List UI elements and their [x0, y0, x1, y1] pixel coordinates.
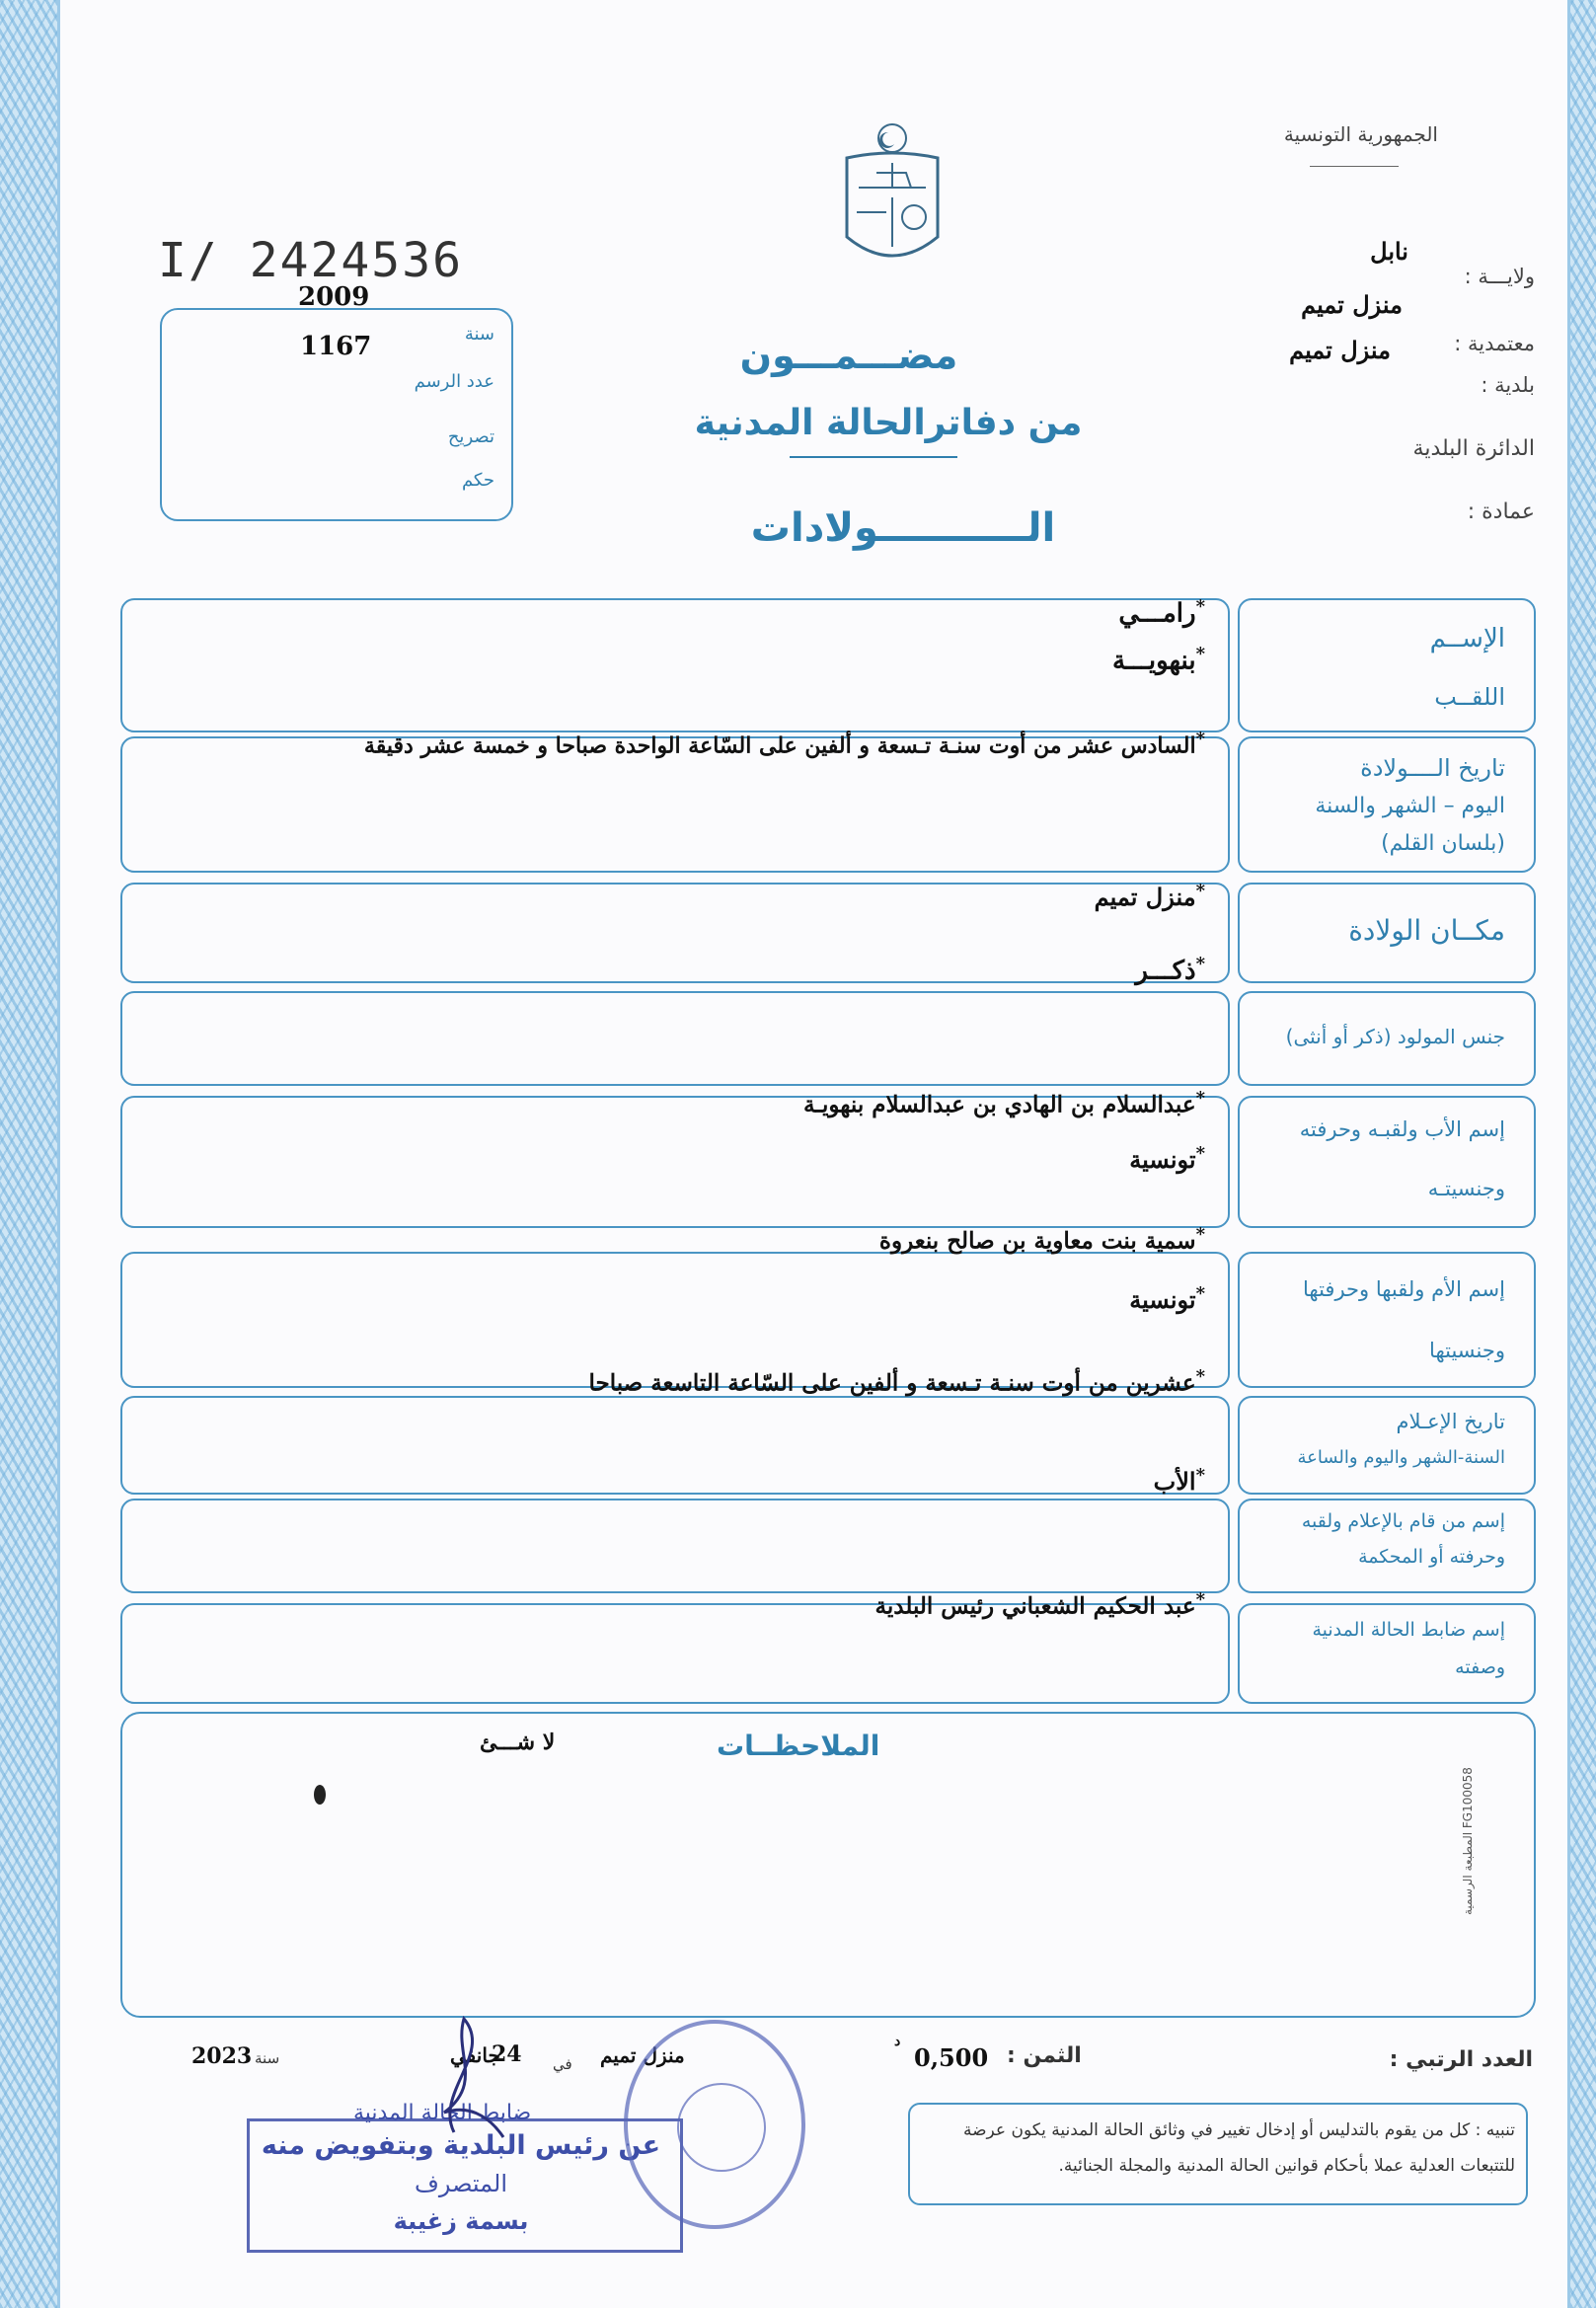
name-value-box: [120, 598, 1230, 732]
issue-day: 24: [492, 2041, 522, 2067]
declaration-date-label-1: تاريخ الإعـلام: [1396, 1410, 1505, 1433]
name-label: الإســم: [1429, 624, 1505, 654]
registry-judgment-label: حكم: [461, 470, 494, 491]
registry-year-value: 2009: [298, 282, 370, 312]
section-title: الـــــــــــولادات: [750, 505, 1056, 551]
remarks-label: الملاحظــات: [717, 1730, 880, 1762]
subtitle-underline: [790, 456, 957, 458]
sex-value: *ذكـــر: [1135, 954, 1205, 986]
document-title: مضـــمـــون: [739, 334, 958, 377]
registry-year-label: سنة: [464, 324, 494, 345]
price-value: 0,500: [914, 2043, 989, 2072]
name-label-box: [1238, 598, 1536, 732]
registry-declaration-label: تصريح: [447, 426, 494, 447]
delegation-value: منزل تميم: [1301, 290, 1403, 319]
father-label-2: وجنسيتـه: [1427, 1177, 1505, 1200]
first-name-value: *رامـــي: [1118, 596, 1205, 629]
birth-date-value: *السادس عشر من أوت سنـة تـسعة و ألفين على السّاعة الواحدة صباحا و خمسة عشر دقيقة: [363, 729, 1205, 759]
warning-line-1: تنبيه : كل من يقوم بالتدليس أو إدخال تغيير في وثائق الحالة المدنية يكون عرضة: [963, 2120, 1515, 2140]
mother-label-1: إسم الأم ولقبها وحرفتها: [1303, 1277, 1505, 1301]
printer-mark: المطبعة الرسمية FG100058: [1461, 1767, 1475, 1915]
stamp-line-2: المتصرف: [414, 2170, 508, 2197]
warning-line-2: للتتبعات العدلية عملا بأحكام قوانين الحالة المدنية والمجلة الجنائية.: [1058, 2156, 1515, 2176]
issue-year-value: 2023: [191, 2043, 253, 2069]
father-label-1: إسم الأب ولقبـه وحرفته: [1299, 1117, 1505, 1141]
officer-value: *عبد الحكيم الشعباني رئيس البلدية: [874, 1589, 1205, 1620]
declaration-date-label-2: السنة-الشهر واليوم والساعة: [1297, 1447, 1505, 1468]
mother-name-value: *سمية بنت معاوية بن صالح بنعروة: [878, 1224, 1205, 1255]
warning-box: [908, 2103, 1528, 2205]
declarant-label-1: إسم من قام بالإعلام ولقبه: [1301, 1510, 1505, 1532]
municipal-seal-inner: [677, 2083, 766, 2172]
surname-label: اللقــب: [1434, 683, 1505, 711]
imada-label: عمادة :: [1467, 500, 1535, 524]
price-label: الثمن :: [1007, 2043, 1082, 2068]
declaration-date-value-box: [120, 1396, 1230, 1495]
registry-number-value: 1167: [300, 332, 372, 361]
birth-place-label: مكــان الولادة: [1348, 914, 1505, 947]
officer-label-2: وصفته: [1455, 1656, 1505, 1678]
declarant-value: *الأب: [1153, 1465, 1205, 1496]
registry-number-label: عدد الرسم: [414, 371, 494, 392]
birth-place-value: *منزل تميم: [1094, 881, 1205, 911]
birth-date-label-3: (بلسان القلم): [1381, 831, 1505, 856]
republic-underline: [1310, 166, 1399, 167]
ink-blot: [314, 1785, 326, 1805]
municipal-district-label: الدائرة البلدية: [1412, 436, 1535, 461]
serial-number-label: العدد الرتبي :: [1389, 2047, 1533, 2072]
father-label-box: [1238, 1096, 1536, 1228]
delegation-label: معتمدية :: [1454, 332, 1535, 355]
last-name-value: *بنهويـــة: [1112, 644, 1205, 676]
municipality-value: منزل تميم: [1289, 336, 1391, 364]
sex-label: جنس المولود (ذكر أو أنثى): [1285, 1025, 1505, 1048]
left-security-border: [0, 0, 60, 2308]
birth-place-value-box: [120, 883, 1230, 983]
remarks-value: لا شـــئ: [480, 1730, 556, 1755]
mother-nationality-value: *تونسية: [1129, 1283, 1205, 1314]
governorate-value: نابل: [1370, 237, 1408, 266]
price-unit: د: [894, 2034, 901, 2049]
stamp-line-1: عن رئيس البلدية وبتفويض منه: [261, 2130, 661, 2161]
issue-month: جانفي: [450, 2043, 500, 2067]
sex-value-box: [120, 991, 1230, 1086]
issue-in-word: في: [553, 2055, 572, 2073]
birth-date-label-2: اليوم – الشهر والسنة: [1315, 794, 1505, 818]
serial-number: I/ 2424536: [158, 233, 463, 288]
father-nationality-value: *تونسية: [1129, 1143, 1205, 1174]
municipality-label: بلدية :: [1481, 373, 1535, 397]
declarant-value-box: [120, 1499, 1230, 1593]
mother-label-box: [1238, 1252, 1536, 1388]
declarant-label-2: وحرفته أو المحكمة: [1358, 1546, 1505, 1568]
right-security-border: [1567, 0, 1596, 2308]
officer-title: ضابط الحالة المدنية: [353, 2101, 532, 2125]
governorate-label: ولايـــة :: [1464, 265, 1535, 288]
document-subtitle: من دفاترالحالة المدنية: [694, 403, 1083, 443]
father-name-value: *عبدالسلام بن الهادي بن عبدالسلام بنهويـة: [802, 1088, 1205, 1118]
stamp-line-3: بسمة زغيبة: [393, 2207, 529, 2235]
coat-of-arms-icon: [837, 118, 948, 276]
republic-title: الجمهورية التونسية: [1283, 122, 1438, 146]
officer-label-1: إسم ضابط الحالة المدنية: [1312, 1619, 1505, 1641]
birth-date-label-1: تاريخ الــــولادة: [1360, 754, 1505, 782]
declaration-date-value: *عشرين من أوت سنـة تـسعة و ألفين على السّاعة التاسعة صباحا: [588, 1366, 1205, 1397]
issue-year-label: سنة: [255, 2049, 280, 2067]
issue-place: منزل تميم: [600, 2043, 685, 2067]
signature-scribble: [424, 2014, 513, 2142]
mother-label-2: وجنسيتها: [1429, 1339, 1505, 1362]
